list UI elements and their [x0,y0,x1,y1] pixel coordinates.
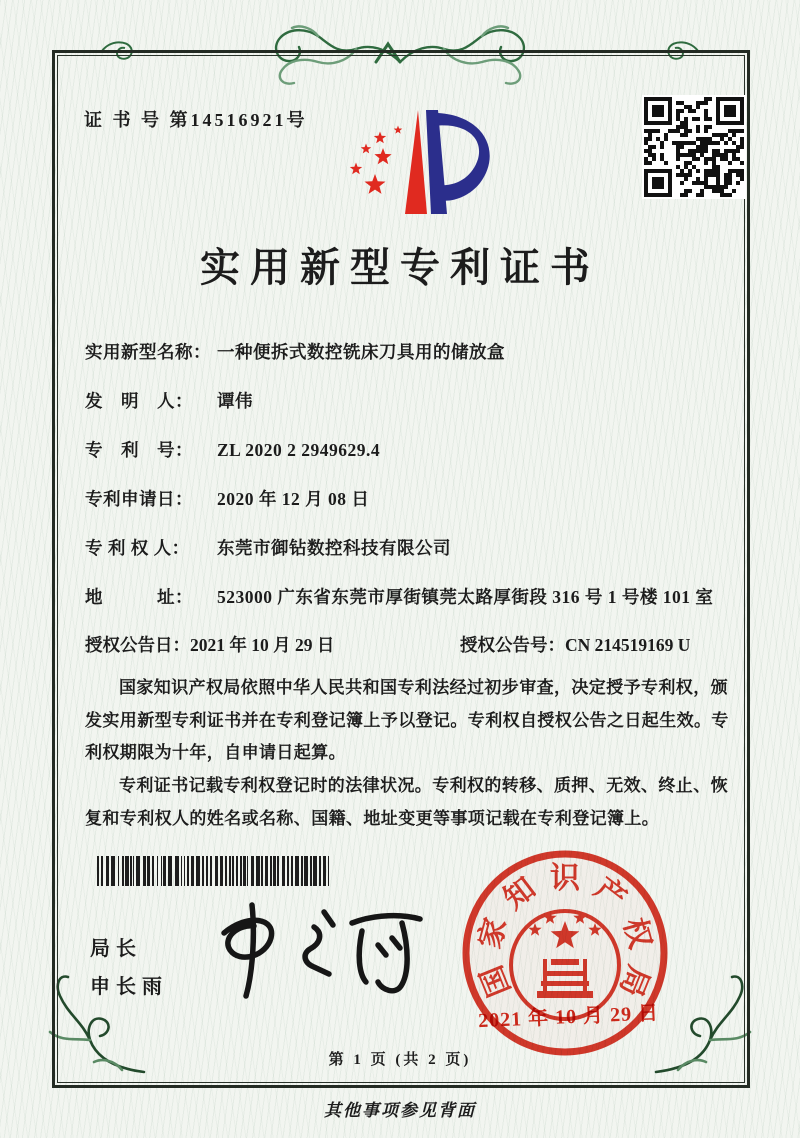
field-label: 地 址： [85,587,193,607]
field-filing-date [85,485,735,534]
grant-number-label: 授权公告号： [460,635,565,655]
field-utility-model-name [85,338,735,387]
grant-number-value: CN 214519169 U [565,635,691,655]
field-grant-row [85,632,735,672]
svg-text:家: 家 [473,914,514,953]
field-label: 实用新型名称： [85,342,211,362]
field-label: 发 明 人： [85,391,193,411]
field-value: 523000 广东省东莞市厚街镇莞太路厚街段 316 号 1 号楼 101 室 [217,587,714,607]
grant-date-label: 授权公告日： [85,635,190,655]
legal-paragraph-2: 专利证书记载专利权登记时的法律状况。专利权的转移、质押、无效、终止、恢复和专利权人的姓名或名称、国籍、地址变更等事项记载在专利登记簿上。 [85,775,728,828]
legal-text [85,672,737,835]
field-value: ZL 2020 2 2949629.4 [217,440,381,460]
field-value: 东莞市御钻数控科技有限公司 [217,538,451,558]
field-label: 专利申请日： [85,489,193,509]
page-number: 第 1 页 (共 2 页) [328,1052,472,1068]
svg-text:知: 知 [497,871,542,916]
certificate-fields [85,338,735,672]
svg-text:识: 识 [550,862,580,895]
seal-date: 2021 年 10 月 29 日 [477,1002,660,1033]
field-patentee [85,534,735,583]
legal-paragraph-1: 国家知识产权局依照中华人民共和国专利法经过初步审查，决定授予专利权，颁发实用新型专利证书并在专利登记簿上予以登记。专利权自授权公告之日起生效。专利权期限为十年，自申请日起算。 [85,678,729,763]
field-inventor [85,387,735,436]
svg-text:国: 国 [475,960,517,1001]
field-address [85,583,735,632]
field-value: 一种便拆式数控铣床刀具用的储放盒 [217,342,505,362]
field-value: 2020 年 12 月 08 日 [217,489,370,509]
grant-date-value: 2021 年 10 月 29 日 [190,635,335,655]
certificate-title: 实用新型专利证书 [200,245,600,290]
svg-text:权: 权 [616,914,657,953]
field-label: 专 利 权 人： [85,538,190,558]
commissioner-signature-icon [196,893,428,1005]
svg-text:局: 局 [613,960,655,1001]
qr-code-icon [642,95,746,199]
field-patent-number [85,436,735,485]
cnipa-logo-icon [330,92,500,227]
field-value: 谭伟 [217,391,253,411]
commissioner-title: 局长 [90,938,142,960]
commissioner-name: 申长雨 [90,976,168,998]
barcode-icon [97,856,333,886]
field-label: 专 利 号： [85,440,193,460]
svg-text:产: 产 [588,871,633,916]
back-side-note: 其他事项参见背面 [324,1101,476,1120]
certificate-number: 证 书 号 第14516921号 [84,110,308,130]
